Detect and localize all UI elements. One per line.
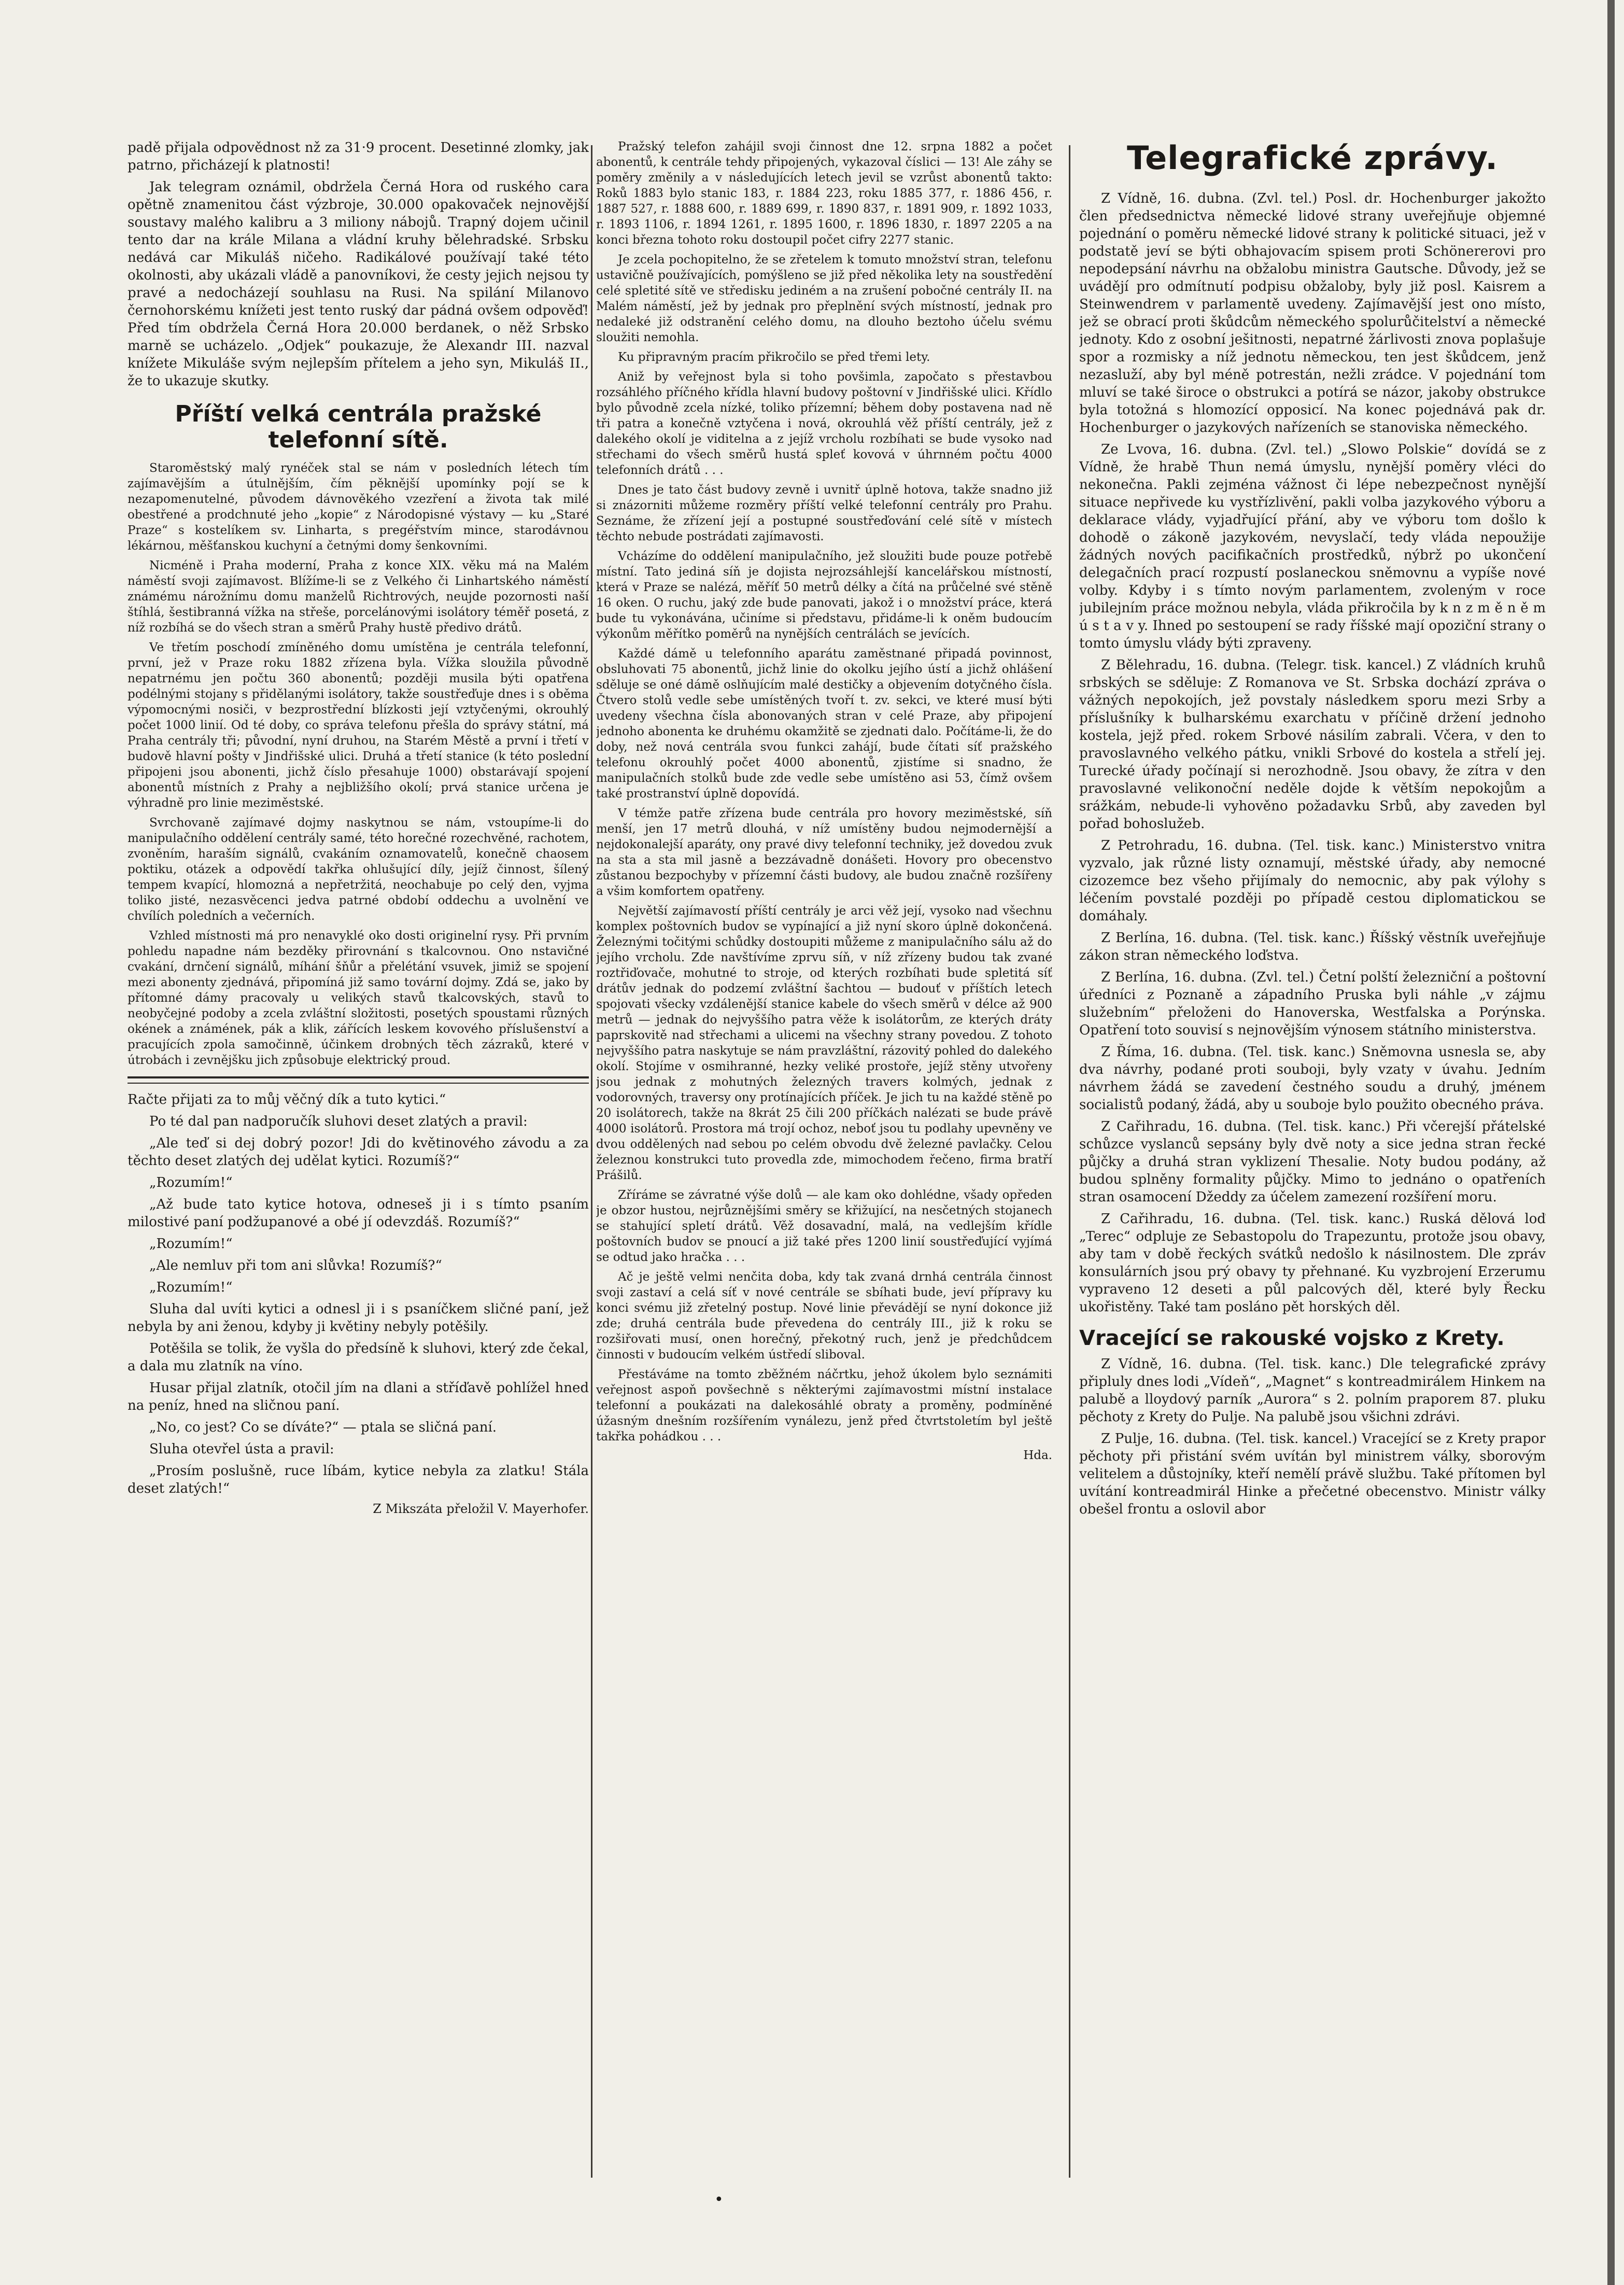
news-item: Z Berlína, 16. dubna. (Zvl. tel.) Četní polští železniční a poštovní úředníci z Poznaně a západního Pruska byli náhle „v zájmu služebním“ přeloženi do Hanoverska, Westfalska a Porýnska. Opatření toto souvisí s nejnovějším výnosem státního ministerstva. xyxy=(1079,970,1546,1038)
news-item: Z Cařihradu, 16. dubna. (Tel. tisk. kanc.) Ruská dělová loď „Terec“ odpluje ze Sebastopolu do Trapezuntu, protože jsou obavy, aby tam v době řeckých svátků nedošlo k násilnostem. Dle zpráv konsulárních jsou prý obavy ty přehnané. Ku vyzbrojení Erzerumu vypraveno 12 deseti a půl palcových děl, které byly Řecku ukořistěny. Také tam posláno pět horských děl. xyxy=(1079,1211,1546,1315)
column-right xyxy=(1079,139,1546,2223)
article-paragraph: Ku připravným pracím přikročilo se před třemi lety. xyxy=(618,351,930,364)
article-paragraph: Vcházíme do oddělení manipulačního, jež sloužiti bude pouze potřebě místní. Tato jediná síň je dojista nejrozsáhlejší kancelářskou místností, která v Praze se nalézá, měříť 50 metrů délky a čítá na průčelné své stěně 16 oken. O ruchu, jaký zde bude panovati, jakož i o množství práce, která bude tu vykonávána, učiníme si představu, přidáme-li k oněm budoucím výkonům měřítko poměrů na nynějších centrálách se jevících. xyxy=(596,550,1052,641)
story-paragraph: Račte přijati za to můj věčný dík a tuto kytici.“ xyxy=(128,1092,446,1108)
column-left-paragraph: Jak telegram oznámil, obdržela Černá Hora od ruského cara opětně znamenitou část výzbroje, 30.000 opakovaček nejnovější soustavy malého kalibru a 3 miliony nábojů. Trapný dojem učinil tento dar na krále Milana a vládní kruhy bělehradské. Srbsku nedává car Mikuláš ničeho. Radikálové používají také této okolnosti, aby ukázali vládě a panovníkovi, že cesty jejich nejsou ty pravé a nedocházejí souhlasu na Rusi. Na spilání Milanovo černohorskému knížeti jest tento ruský dar pádná ovšem odpověď! Před tím obdržela Černá Hora 20.000 berdanek, o něž Srbsko marně se ucházelo. „Odjek“ poukazuje, že Alexandr III. nazval knížete Mikuláše svým nejlepším přítelem a jeho syn, Mikuláš II., že to ukazuje skutky. xyxy=(128,179,589,389)
article-paragraph: Každé dámě u telefonního aparátu zaměstnané připadá povinnost, obsluhovati 75 abonentů, jichž linie do okolku jejího ústí a jichž ohlášení sděluje se oné dámě oslňujícím malé destičky a objevením dotyčného čísla. Čtvero stolů vedle sebe umístěných tvoří t. zv. sekci, ve které musí býti uvedeny všechna čísla abonovaných stran v celé Praze, aby připojení jednoho abonenta ke druhému okamžitě se zjednati dalo. Počítáme-li, že do doby, než nová centrála svou funkci zahájí, bude čítati síť pražského telefonu okrouhlý počet 4000 abonentů, zjistíme si snadno, že manipulačních stolků bude zde vedle sebe umístěno asi 53, čímž ovšem také prostranství úplně dopovídá. xyxy=(596,647,1052,801)
story-paragraph: „Rozumím!“ xyxy=(149,1175,233,1190)
article-paragraph: Staroměstský malý rynéček stal se nám v posledních létech tím zajímavějším a útulnějším, čím pěknější upomínky pojí se k nezapomenutelné, původem dávnověkého vzezření a života tak milé obestřené a prodchnuté jeho „kopie“ z Národopisné výstavy — ku „Staré Praze“ s kostelíkem sv. Linharta, s pregéřstvím mince, starodávnou lékárnou, měšťanskou kuchyní a četnými domy šenkovními. xyxy=(128,461,589,553)
column-left-paragraph: padě přijala odpovědnost nž za 31·9 procent. Desetinné zlomky, jak patrno, přicházejí k platnosti! xyxy=(128,140,589,173)
column-left xyxy=(128,139,589,2223)
article-paragraph: Nicméně i Praha moderní, Praha z konce XIX. věku má na Malém náměstí svoji zajímavost. Blížíme-li se z Velkého či Linhartského náměstí známému nárožnímu domu manželů Richtrových, neujde pozornosti naší štíhlá, šestibranná vížka na střeše, porcelánovými isolátory téměř posetá, z níž rozbíhá se do všech stran a směrů Prahy hustě předivo drátů. xyxy=(128,559,589,635)
news-item: Z Vídně, 16. dubna. (Tel. tisk. kanc.) Dle telegrafické zprávy připluly dnes lodi „Vídeň“, „Magnet“ s kontreadmirálem Hinkem na palubě a lloydový parník „Aurora“ s 2. polním praporem 87. pluku pěchoty z Krety do Pulje. Na palubě jsou všichni zdrávi. xyxy=(1079,1356,1546,1425)
story-paragraph: „Ale teď si dej dobrý pozor! Jdi do květinového závodu a za těchto deset zlatých dej udělat kytici. Rozumíš?“ xyxy=(128,1136,589,1169)
article-paragraph: Ač je ještě velmi nenčita doba, kdy tak zvaná drnhá centrála činnost svoji zastaví a celá síť v nové centrále se sbíhati bude, jeví přípravy ku konci svému již zřetelný postup. Nové linie převádějí se nyní dokonce již zde; druhá centrála bude převedena do centrály III., již k roku se rozšiřovati musí, onen horečný, překotný ruch, jenž je předchůdcem činnosti v budoucím velkém ústředí sliboval. xyxy=(596,1270,1052,1362)
news-item: Ze Lvova, 16. dubna. (Zvl. tel.) „Slowo Polskie“ dovídá se z Vídně, že hrabě Thun nemá úmyslu, nynější poměry vléci do nekonečna. Pakli zejména vážnost či lépe nebezpečnost nynější situace nepřivede ku vystřízlivění, pakli volba jazykového výboru a deklarace vlády, vyjadřující přání, aby ve výboru tom došlo k dohodě o zákoně jazykovém, nevyslačí, tedy vláda nepoužije žádných nových pacifikačních prostředků, nýbrž po ukončení delegačních prací rozpustí poslaneckou sněmovnu a vypíše nové volby. Kdyby i s tímto novým parlamentem, zvoleným v roce jubilejním práce možnou nebyla, vláda přikročila by k n z m ě n ě m ú s t a v y. Ihned po sestoupení se rady říšské mají opoziční strany o tomto úmyslu vlády býti zpraveny. xyxy=(1079,442,1546,651)
article-paragraph: Největší zajímavostí příští centrály je arci věž její, vysoko nad všechnu komplex poštovních budov se vypínající a již nyní skoro úplně dokončená. Železnými točitými schůdky dostoupiti můžeme z manipulačního sálu až do jejího vrcholu. Zde navštívíme zprvu síň, v níž zřízeny budou tak zvané roztřiďovače, mohutné to stroje, od kterých rozbíhati bude spletitá síť drátův jednak do podzemí zvláštní šachtou — budouť v příštích letech spojovati všecky vzdálenější stanice kabele do všech směrů v délce až 900 metrů — jednak do nejvyššího patra věže k isolátorům, ze kterých dráty paprskovitě nad střechami a ulicemi na všechny strany povedou. Z tohoto nejvyššího patra naskytuje se nám pravzláštní, rázovitý pohled do dalekého okolí. Stojíme v osmihranné, hezky veliké prostoře, jejíž stěny utvořeny jsou jednak z mohutných železných travers kolmých, jednak z vodorovných, traversy ony protínajících příček. Je jich tu na každé stěně po 20 isolátorech, takže na 8krát 25 čili 200 příčkách nalézati se bude právě 4000 isolátorů. Prostora má trojí ochoz, neboť jsou tu podlahy upevněny ve dvou oddělených nad sebou po celém obvodu dvě železné pavlačky. Celou železnou konstrukci tuto provedla zde, mimochodem řečeno, firma bratří Prášilů. xyxy=(596,904,1052,1182)
news-item: Z Bělehradu, 16. dubna. (Telegr. tisk. kancel.) Z vládních kruhů srbských se sděluje: Z Romanova ve St. Srbska dochází zpráva o vážných nepokojích, jež povstaly následkem sporu mezi Srby a příslušníky k bulharskému exarchatu v příčině držení jednoho kostela, jejž před. rokem Srbové násilím zabrali. Včera, v den to pravoslavného velkého pátku, vnikli Srbové do kostela a střelí jej. Turecké úřady počínají si nerozhodně. Jsou obavy, že zítra v den pravoslavné velikonoční neděle dojde k větším nepokojům a srážkám, nebude-li vyhověno požadavku Srbů, aby zaveden byl pořad bohoslužeb. xyxy=(1079,657,1546,832)
article-paragraph: Pražský telefon zahájil svoji činnost dne 12. srpna 1882 a počet abonentů, k centrále tehdy připojených, vykazoval číslici — 13! Ale záhy se poměry změnily a v následujících letech jevil se vzrůst abonentů takto: Roků 1883 bylo stanic 183, r. 1884 223, roku 1885 377, r. 1886 456, r. 1887 527, r. 1888 600, r. 1889 699, r. 1890 837, r. 1891 909, r. 1892 1033, r. 1893 1106, r. 1894 1261, r. 1895 1600, r. 1896 1830, r. 1897 2205 a na konci března tohoto roku dostoupil počet cifry 2277 stanic. xyxy=(596,140,1052,247)
story-paragraph: Sluha dal uvíti kytici a odnesl ji i s psaníčkem sličné paní, jež nebyla by ani ženou, kdyby ji květiny nebyly potěšily. xyxy=(128,1301,589,1335)
telegraph-section-title: Telegrafické zprávy. xyxy=(1127,139,1498,177)
article-paragraph: Aniž by veřejnost byla si toho povšimla, započato s přestavbou rozsáhlého příčného křídla hlavní budovy poštovní v Jindřišské ulici. Křídlo bylo původně zcela nízké, toliko přízemní; během doby postavena nad ně tři patra a konečně vztyčena i nová, okrouhlá věž příští centrály, jež z dalekého okolí je viditelna a z jejíž vrcholu rozbíhati se bude vysoko nad střechami do všech směrů hustá spleť kovová v úhrnném počtu 4000 telefonních drátů . . . xyxy=(596,370,1052,477)
article-paragraph: Dnes je tato část budovy zevně i uvnitř úplně hotova, takže snadno již si znázorniti můžeme rozměry příští velké telefonní centrály pro Prahu. Seznáme, že zřízení její a postupné soustřeďování celé sítě v místech těchto nebude postrádati zajímavosti. xyxy=(596,483,1052,543)
story-paragraph: Po té dal pan nadporučík sluhovi deset zlatých a pravil: xyxy=(149,1114,528,1129)
story-paragraph: „Rozumím!“ xyxy=(149,1236,233,1252)
news-item: Z Petrohradu, 16. dubna. (Tel. tisk. kanc.) Ministerstvo vnitra vyzvalo, jak různé listy oznamují, městské úřady, aby nemocné cizozemce bez všeho přijímaly do nemocnic, aby pak výlohy s léčením povstalé později po případě cestou diplomatickou se domáhaly. xyxy=(1079,838,1546,924)
story-paragraph: Sluha otevřel ústa a pravil: xyxy=(149,1441,334,1457)
story-paragraph: Potěšila se tolik, že vyšla do předsíně k sluhovi, který zde čekal, a dala mu zlatník na víno. xyxy=(128,1341,589,1374)
telephone-article-body xyxy=(128,460,589,1068)
story-author-credit: Z Mikszáta přeložil V. Mayerhofer. xyxy=(373,1502,589,1516)
news-item: Z Vídně, 16. dubna. (Zvl. tel.) Posl. dr. Hochenburger jakožto člen předsednictva německé lidové strany uveřejňuje objemné pojednání o poměru německé lidové strany k politické situaci, jež v podstatě jeví se býti obhajovacím spisem proti Schönererovi pro nepodepsání návrhu na obžalobu ministra Gautsche. Důvody, jež se uvádějí pro odmítnutí podpisu obžaloby, byly již posl. Kaisrem a Steinwendrem v parlamentě uvedeny. Zajímavější jest ono místo, jež se obrací proti škůdcům německého spolurůčitelství a německé jednoty. Kdo z osobní ješitnosti, nepatrné žárlivosti znova poplašuje spor a rozmisky a níž jednotu německou, ten jest škůdcem, jenž nezasluží, aby byl méně potrestán, nežli zrádce. V pojednání tom mluví se také široce o obstrukci a potírá se názor, jakoby obstrukce byla totožná s hlomozící opposicí. Na konec pojednává pak dr. Hochenburger o jazykových nařízeních se stanoviska německého. xyxy=(1079,191,1546,436)
news-item: Z Cařihradu, 16. dubna. (Tel. tisk. kanc.) Při včerejší přátelské schůzce vyslanců sepsány byly dvě noty a sice jedna stran řecké půjčky a druhá stran vyklizení Thesalie. Noty budou podány, až budou splněny formality půjčky. Mimo to jednáno o opatřeních stran osamocení Džeddy za účelem zamezení rozšíření moru. xyxy=(1079,1119,1546,1205)
column-middle xyxy=(596,139,1052,2223)
news-item: Z Pulje, 16. dubna. (Tel. tisk. kancel.) Vracející se z Krety prapor pěchoty při přistání svém uvítán byl ministrem války, sborovým velitelem a důstojníky, kteří nemělí právě službu. Také přítomen byl uvítání kontreadmirál Hinke a přečetné obecenstvo. Ministr války obešel frontu a oslovil abor xyxy=(1079,1431,1546,1517)
news-item: Z Říma, 16. dubna. (Tel. tisk. kanc.) Sněmovna usnesla se, aby dva návrhy, podané proti souboji, byly vzaty v úvahu. Jedním návrhem žádá se zavedení čestného soudu a druhý, jménem socialistů podaný, žádá, aby u souboje bylo použito obecného práva. xyxy=(1079,1044,1546,1113)
story-paragraph: „No, co jest? Co se díváte?“ — ptala se sličná paní. xyxy=(149,1420,497,1435)
page-footer-mark: • xyxy=(714,2191,724,2209)
crete-section-subtitle: Vracející se rakouské vojsko z Krety. xyxy=(1079,1326,1505,1350)
article-paragraph: V témže patře zřízena bude centrála pro hovory meziměstské, síň menší, jen 17 metrů dlouhá, v níž umístěny budou nejmodernější a nejdokonalejší aparáty, ony pravé divy telefonní techniky, jež dovedou zvuk na sta a sta mil jasně a bezzávadně donášeti. Hovory pro obecenstvo zůstanou bezpochyby v přízemní části budovy, ale budou značně rozšířeny a všim komfortem opatřeny. xyxy=(596,807,1052,898)
story-paragraph: „Prosím poslušně, ruce líbám, kytice nebyla za zlatku! Stála deset zlatých!“ xyxy=(128,1463,589,1496)
article-paragraph: Ve třetím poschodí zmíněného domu umístěna je centrála telefonní, první, jež v Praze roku 1882 zřízena byla. Vížka sloužila původně nepatrnému jen počtu 360 abonentů; později musila býti opatřena podélnými stojany s přidělanými isolátory, takže soustřeďuje dnes i s oběma výpomocnými nosiči, v bezprostřední blízkosti její vztyčenými, okrouhlý počet 1000 linií. Od té doby, co správa telefonu přešla do správy státní, má Praha centrály tři; původní, nyní druhou, na Starém Městě a první i třetí v budově hlavní pošty v Jindřišské ulici. Druhá a třetí stanice (k této poslední připojeni jsou abonenti, jichž číslo přesahuje 1000) obstarávají spojení abonentů místních z Prahy a nejbližšího okolí; prvá stanice určena je výhradně pro linie meziměstské. xyxy=(128,641,589,810)
telephone-article-title: Příští velká centrála pražské telefonní sítě. xyxy=(175,401,542,453)
column-rule-right xyxy=(1069,145,1070,2178)
article-paragraph: Vzhled místnosti má pro nenavyklé oko dosti originelní rysy. Při prvním pohledu napadne nám bezděky přirovnání s tkalcovnou. Ono nstavičné cvakání, drnčení signálů, míhání šňůr a přelétání vsuvek, jimiž se spojení mezi abonenty zjednává, připomíná již samo tovární dojmy. Zdá se, jako by přítomné dámy pracovaly u velikých stavů tkalcovských, stavů to neobyčejné podoby a zcela zvláštní složitosti, posetých spoustami různých okének a známének, pák a klik, zářících leskem kovového příslušenství a pracujících zpola samočinně, účinkem drobných těch zázraků, které v útrobách i zevnějšku jich způsobuje elektrický proud. xyxy=(128,929,589,1067)
column-rule-left xyxy=(591,145,592,2178)
article-paragraph: Svrchovaně zajímavé dojmy naskytnou se nám, vstoupíme-li do manipulačního oddělení centrály samé, této horečné rozechvěné, rachotem, zvoněním, haraším signálů, cvakáním oznamovatelů, konečně chaosem poktiku, otázek a odpovědí takřka ohlušující díly, jejíž činnost, šílený tempem kvapící, hlomozná a nepřetržitá, neochabuje po celý den, vyjma toliko jisté, nezasvěcenci jedva patrné období oddechu a uvolnění ve chvílích poledních a večerních. xyxy=(128,816,589,923)
article-paragraph: Přestáváme na tomto zběžném náčrtku, jehož úkolem bylo seznámiti veřejnost aspoň povšechně s některými zajímavostmi místní instalace telefonní a poukázati na dalekosáhlé obraty a proměny, podmíněné úžasným dnešním rozšířením vynálezu, jenž před čtvrtstoletím byl ještě takřka pohádkou . . . xyxy=(596,1368,1052,1443)
article-paragraph: Zříráme se závratné výše dolů — ale kam oko dohlédne, všady opředen je obzor hustou, nejrůznějšími směry se křižující, na nesčetných stojanech se stahující spletí drátů. Věž dosavadní, malá, na vedlejším křídle poštovních budov se pnoucí a již také přes 1200 linií soustřeďující vyjímá se odtud jako hračka . . . xyxy=(596,1188,1052,1264)
section-divider xyxy=(128,1076,589,1084)
feuilleton-story xyxy=(128,1091,589,1516)
story-paragraph: Husar přijal zlatník, otočil jím na dlani a stříďavě pohlížel hned na peníz, hned na sličnou paní. xyxy=(128,1380,589,1413)
story-paragraph: „Až bude tato kytice hotova, odneseš ji i s tímto psaním milostivé paní podžupanové a obé jí odevzdáš. Rozumíš?“ xyxy=(128,1197,589,1230)
news-item: Z Berlína, 16. dubna. (Tel. tisk. kanc.) Říšský věstník uveřejňuje zákon stran německého loďstva. xyxy=(1079,930,1546,963)
story-paragraph: „Ale nemluv při tom ani slůvka! Rozumíš?“ xyxy=(149,1258,442,1273)
story-paragraph: „Rozumím!“ xyxy=(149,1280,233,1295)
article-signature: Hda. xyxy=(1023,1449,1052,1462)
article-paragraph: Je zcela pochopitelno, že se zřetelem k tomuto množství stran, telefonu ustavičně používajících, pomýšleno se již před několika lety na soustředění celé spletité sítě ve středisku jediném a na zrušení pobočné centrály II. na Malém náměstí, jež by jednak pro přeplnění svých místností, jednak pro nedaleké již odstranění celého domu, na dlouho beztoho účelu svému sloužiti nemohla. xyxy=(596,253,1052,344)
page-edge-shadow xyxy=(1607,0,1615,2285)
